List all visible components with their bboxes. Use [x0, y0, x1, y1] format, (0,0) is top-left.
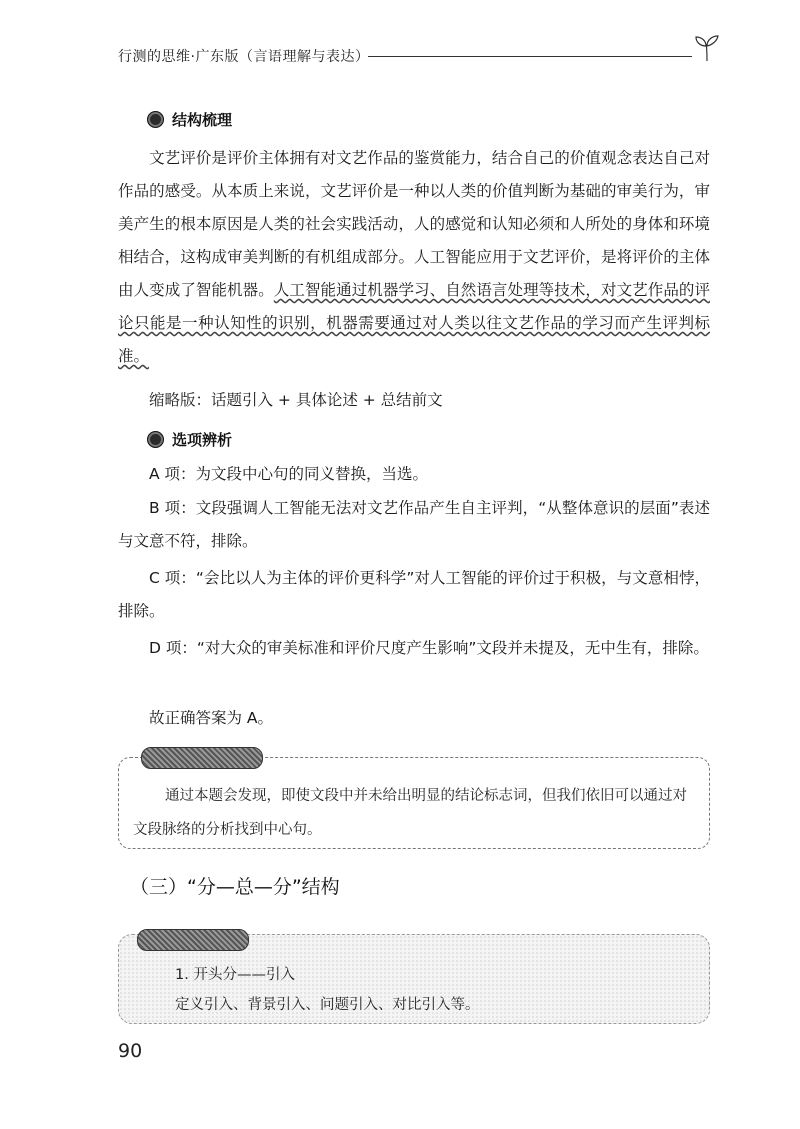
central-sentence-underlined: 人工智能通过机器学习、自然语言处理等技术，对文艺作品的评论只能是一种认知性的识别，机器需要通过对人类以往文艺作品的学习而产生评判标准。 — [118, 281, 710, 365]
method-badge — [137, 929, 249, 951]
header-rule — [368, 56, 692, 57]
structure-heading — [147, 108, 232, 130]
option-b: B 项：文段强调人工智能无法对文艺作品产生自主评判，“从整体意识的层面”表述与文意不符，排除。 — [118, 499, 710, 550]
summary-line: 缩略版：话题引入 + 具体论述 + 总结前文 — [149, 391, 443, 409]
options-heading — [147, 428, 232, 450]
structure-paragraph — [118, 142, 710, 373]
option-a: A 项：为文段中心句的同义替换，当选。 — [149, 465, 429, 483]
method-line-1: 1. 开头分——引入 — [175, 967, 295, 983]
section-marker-icon — [147, 111, 164, 128]
paragraph-text: 文艺评价是评价主体拥有对文艺作品的鉴赏能力，结合自己的价值观念表达自己对作品的感受。从本质上来说，文艺评价是一种以人类的价值判断为基础的审美行为，审美产生的根本原因是人类的社会实践活动，人的感觉和认知必须和人所处的身体和环境相结合，这构成审美判断的有机组成部分。人工智能应用于文艺评价，是将评价的主体由人变成了智能机器。 — [118, 149, 710, 299]
structure-subheading: （三）“分—总—分”结构 — [130, 876, 340, 898]
tip-text: 通过本题会发现，即使文段中并未给出明显的结论标志词，但我们依旧可以通过对文段脉络的分析找到中心句。 — [133, 788, 687, 838]
method-box — [118, 934, 710, 1024]
tip-badge — [141, 747, 263, 769]
option-c: C 项：“会比以人为主体的评价更科学”对人工智能的评价过于积极，与文意相悖，排除。 — [118, 569, 710, 620]
running-header — [118, 38, 718, 68]
section-marker-icon — [147, 431, 164, 448]
structure-heading-label: 结构梳理 — [172, 110, 233, 129]
option-d: D 项：“对大众的审美标准和评价尺度产生影响”文段并未提及，无中生有，排除。 — [149, 639, 709, 657]
answer-line: 故正确答案为 A。 — [149, 709, 274, 727]
book-title: 行测的思维·广东版（言语理解与表达） — [118, 49, 370, 65]
page-number: 90 — [118, 1040, 143, 1062]
tip-box — [118, 757, 710, 849]
method-line-2: 定义引入、背景引入、问题引入、对比引入等。 — [175, 997, 480, 1013]
sprout-icon — [694, 34, 720, 62]
options-heading-label: 选项辨析 — [172, 430, 233, 449]
